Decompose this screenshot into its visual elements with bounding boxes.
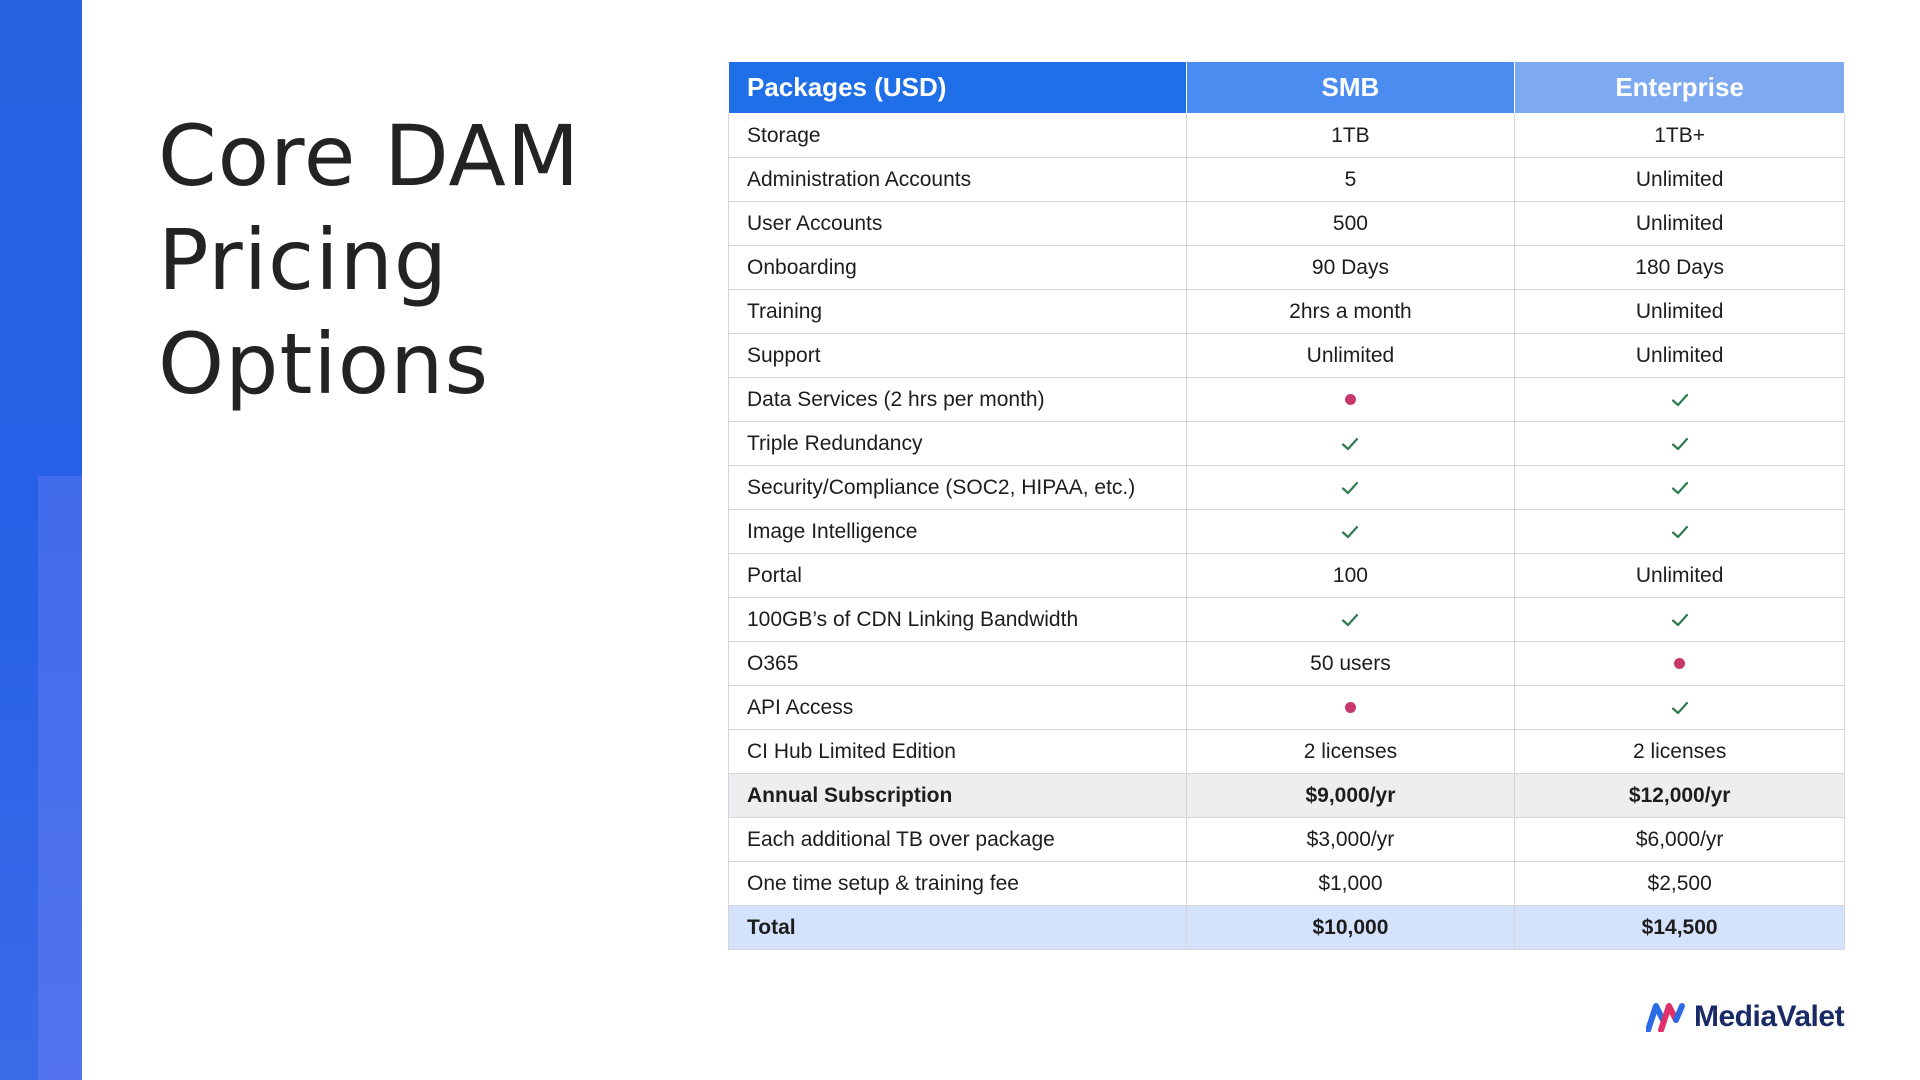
enterprise-cell: Unlimited <box>1515 290 1845 334</box>
check-icon <box>1671 391 1689 409</box>
feature-cell: User Accounts <box>729 202 1187 246</box>
enterprise-cell <box>1515 642 1845 686</box>
feature-cell: Annual Subscription <box>729 774 1187 818</box>
feature-cell: 100GB’s of CDN Linking Bandwidth <box>729 598 1187 642</box>
table-row <box>729 290 1845 334</box>
smb-cell: 100 <box>1186 554 1515 598</box>
check-icon <box>1341 523 1359 541</box>
mediavalet-logo <box>1646 1000 1844 1034</box>
smb-cell: $9,000/yr <box>1186 774 1515 818</box>
table-row <box>729 334 1845 378</box>
enterprise-cell: Unlimited <box>1515 334 1845 378</box>
mediavalet-logo-mark-icon <box>1646 1002 1688 1032</box>
smb-cell <box>1186 598 1515 642</box>
smb-cell <box>1186 686 1515 730</box>
smb-cell: 5 <box>1186 158 1515 202</box>
feature-cell: Total <box>729 906 1187 950</box>
feature-cell: Triple Redundancy <box>729 422 1187 466</box>
table-row <box>729 906 1845 950</box>
check-icon <box>1671 435 1689 453</box>
table-row <box>729 774 1845 818</box>
check-icon <box>1671 611 1689 629</box>
smb-cell: $1,000 <box>1186 862 1515 906</box>
enterprise-cell <box>1515 422 1845 466</box>
smb-cell <box>1186 510 1515 554</box>
enterprise-cell <box>1515 466 1845 510</box>
enterprise-cell: $14,500 <box>1515 906 1845 950</box>
smb-cell: 500 <box>1186 202 1515 246</box>
dot-icon <box>1345 702 1356 713</box>
table-row <box>729 510 1845 554</box>
smb-cell <box>1186 378 1515 422</box>
table-row <box>729 422 1845 466</box>
enterprise-cell <box>1515 510 1845 554</box>
smb-cell: Unlimited <box>1186 334 1515 378</box>
smb-cell: $10,000 <box>1186 906 1515 950</box>
check-icon <box>1341 479 1359 497</box>
feature-cell: Portal <box>729 554 1187 598</box>
smb-cell: $3,000/yr <box>1186 818 1515 862</box>
title-line: Core DAM <box>158 107 581 205</box>
feature-cell: API Access <box>729 686 1187 730</box>
feature-cell: Administration Accounts <box>729 158 1187 202</box>
enterprise-cell <box>1515 378 1845 422</box>
enterprise-cell: $2,500 <box>1515 862 1845 906</box>
header-smb: SMB <box>1186 62 1515 114</box>
table-row <box>729 158 1845 202</box>
enterprise-cell: 180 Days <box>1515 246 1845 290</box>
feature-cell: One time setup & training fee <box>729 862 1187 906</box>
check-icon <box>1671 523 1689 541</box>
table-row <box>729 730 1845 774</box>
enterprise-cell <box>1515 686 1845 730</box>
feature-cell: CI Hub Limited Edition <box>729 730 1187 774</box>
table-row <box>729 114 1845 158</box>
table-row <box>729 862 1845 906</box>
table-body <box>729 114 1845 950</box>
feature-cell: Each additional TB over package <box>729 818 1187 862</box>
title-line: Pricing <box>158 211 449 309</box>
table-row <box>729 246 1845 290</box>
table-row <box>729 642 1845 686</box>
enterprise-cell: 1TB+ <box>1515 114 1845 158</box>
dot-icon <box>1345 394 1356 405</box>
table-row <box>729 686 1845 730</box>
feature-cell: Onboarding <box>729 246 1187 290</box>
table-header-row <box>729 62 1845 114</box>
enterprise-cell: Unlimited <box>1515 158 1845 202</box>
smb-cell: 50 users <box>1186 642 1515 686</box>
check-icon <box>1341 435 1359 453</box>
check-icon <box>1671 699 1689 717</box>
pricing-table <box>728 61 1845 950</box>
table-row <box>729 598 1845 642</box>
feature-cell: Storage <box>729 114 1187 158</box>
feature-cell: Image Intelligence <box>729 510 1187 554</box>
table-row <box>729 466 1845 510</box>
table-row <box>729 818 1845 862</box>
dot-icon <box>1674 658 1685 669</box>
enterprise-cell: $12,000/yr <box>1515 774 1845 818</box>
smb-cell: 90 Days <box>1186 246 1515 290</box>
logo-text: MediaValet <box>1694 1000 1845 1033</box>
table-row <box>729 202 1845 246</box>
feature-cell: Training <box>729 290 1187 334</box>
enterprise-cell <box>1515 598 1845 642</box>
smb-cell: 2hrs a month <box>1186 290 1515 334</box>
check-icon <box>1671 479 1689 497</box>
smb-cell <box>1186 466 1515 510</box>
feature-cell: Support <box>729 334 1187 378</box>
enterprise-cell: Unlimited <box>1515 554 1845 598</box>
table-row <box>729 378 1845 422</box>
smb-cell: 2 licenses <box>1186 730 1515 774</box>
feature-cell: Security/Compliance (SOC2, HIPAA, etc.) <box>729 466 1187 510</box>
feature-cell: O365 <box>729 642 1187 686</box>
smb-cell <box>1186 422 1515 466</box>
enterprise-cell: Unlimited <box>1515 202 1845 246</box>
title-line: Options <box>158 315 490 413</box>
enterprise-cell: 2 licenses <box>1515 730 1845 774</box>
feature-cell: Data Services (2 hrs per month) <box>729 378 1187 422</box>
header-enterprise: Enterprise <box>1515 62 1845 114</box>
smb-cell: 1TB <box>1186 114 1515 158</box>
check-icon <box>1341 611 1359 629</box>
table-row <box>729 554 1845 598</box>
slide-title <box>158 104 678 416</box>
enterprise-cell: $6,000/yr <box>1515 818 1845 862</box>
header-packages: Packages (USD) <box>729 62 1187 114</box>
side-band-accent <box>38 476 82 1080</box>
